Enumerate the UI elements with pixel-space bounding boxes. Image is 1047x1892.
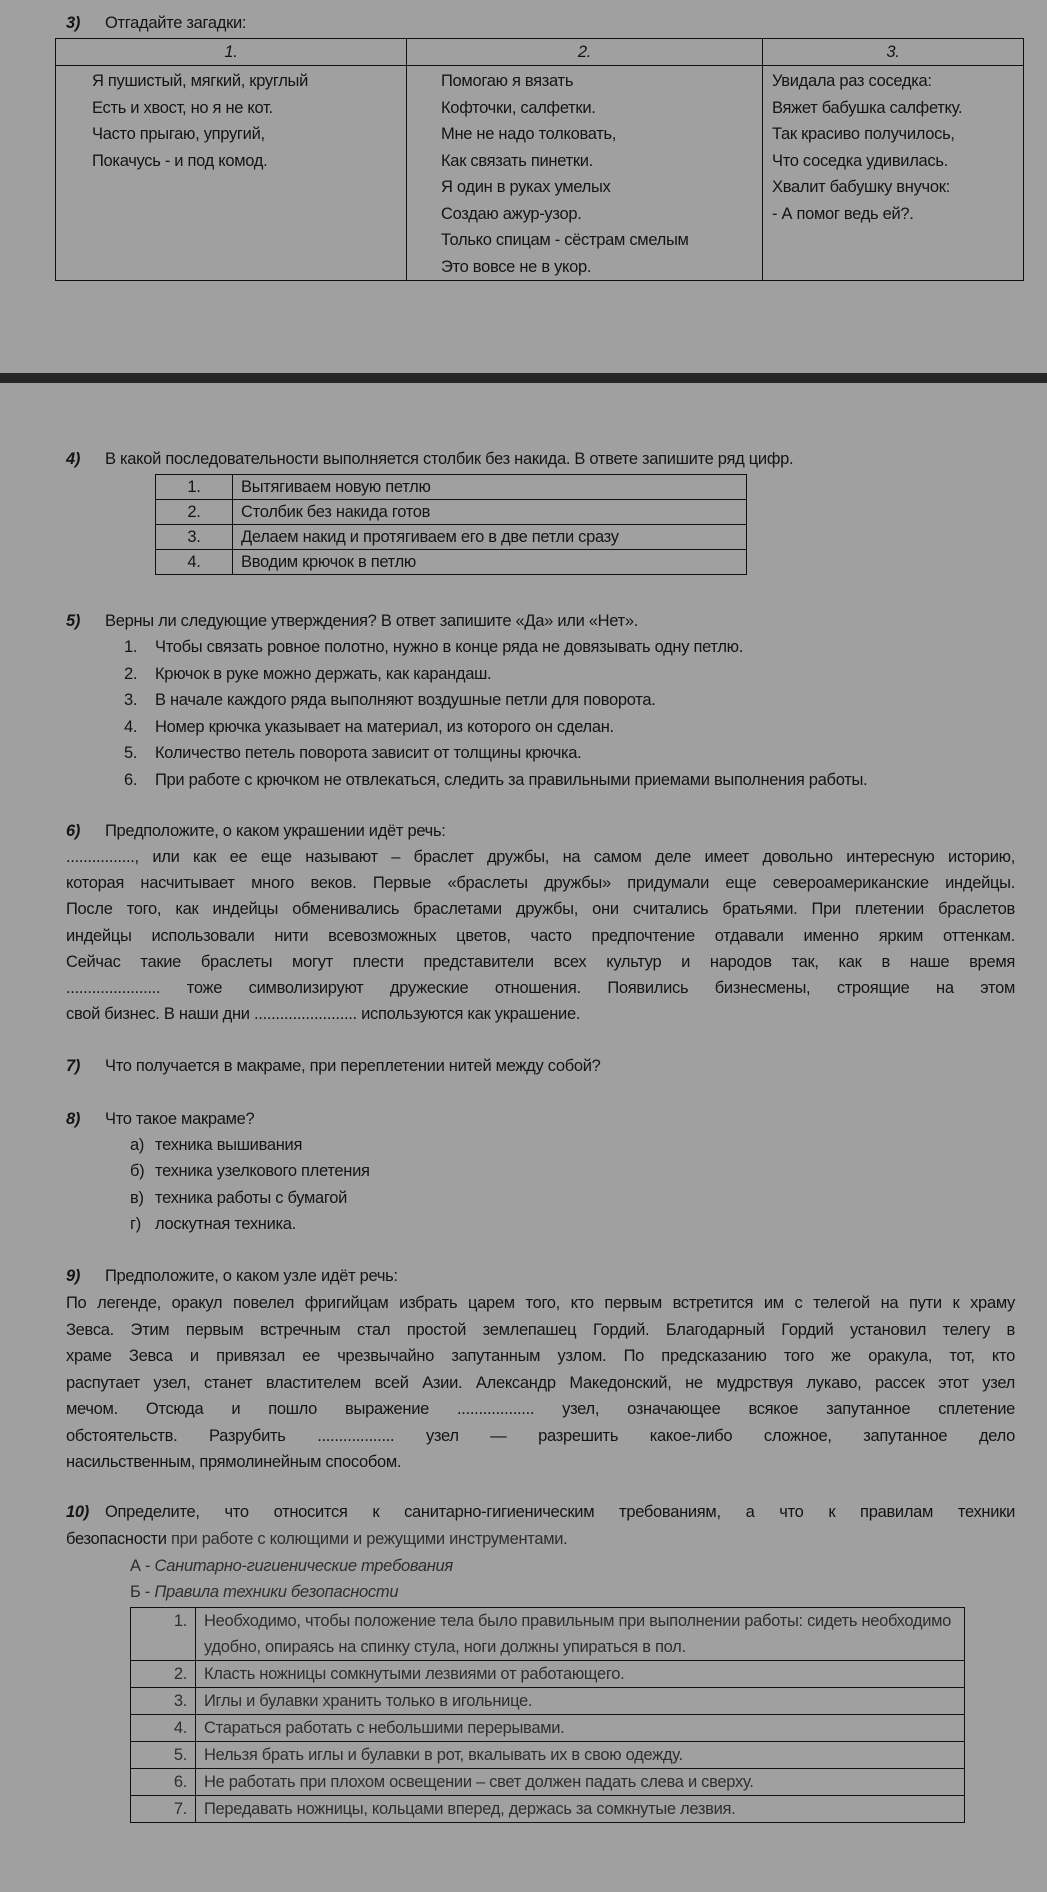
option-b-label: Б -	[130, 1583, 151, 1601]
paragraph-line: насильственным, прямолинейным способом.	[66, 1453, 402, 1471]
step-text: Вытягиваем новую петлю	[233, 475, 747, 500]
riddle-header-2: 2.	[407, 39, 763, 66]
question-5-number: 5)	[66, 612, 81, 630]
option-text: техника работы с бумагой	[155, 1188, 348, 1207]
rule-text: Класть ножницы сомкнутыми лезвиями от работающего.	[196, 1661, 965, 1688]
paragraph-line: обстоятельств. Разрубить .................. узел — разрешить какое-либо сложное, запутанное дело	[66, 1426, 1015, 1445]
question-4-text: В какой последовательности выполняется столбик без накида. В ответе запишите ряд цифр.	[105, 450, 794, 468]
table-row	[131, 1688, 965, 1715]
table-row	[156, 525, 747, 550]
statement-text: Крючок в руке можно держать, как карандаш.	[155, 664, 492, 683]
riddle-line: Я пушистый, мягкий, круглый	[92, 72, 309, 90]
riddle-line: Что соседка удивилась.	[772, 151, 948, 170]
riddle-2	[407, 66, 763, 281]
option-letter: б)	[130, 1162, 145, 1181]
step-text: Вводим крючок в петлю	[233, 550, 747, 575]
paragraph-line: После того, как индейцы обменивались браслетами дружбы, они считались братьями. При плетении браслетов	[66, 900, 1015, 919]
table-row	[131, 1769, 965, 1796]
riddle-line: Кофточки, салфетки.	[441, 98, 596, 117]
option-a	[130, 1557, 453, 1576]
option-text: лоскутная техника.	[155, 1214, 296, 1233]
option-letter: г)	[130, 1214, 141, 1233]
statement-text: Чтобы связать ровное полотно, нужно в конце ряда не довязывать одну петлю.	[155, 638, 744, 656]
statement-number: 5.	[124, 744, 138, 762]
step-text: Столбик без накида готов	[233, 500, 747, 525]
riddles-table	[55, 38, 1024, 281]
table-row	[131, 1715, 965, 1742]
table-row	[156, 475, 747, 500]
rule-text: Иглы и булавки хранить только в игольнице.	[196, 1688, 965, 1715]
riddle-line: - А помог ведь ей?.	[772, 204, 914, 223]
statement-number: 2.	[124, 664, 138, 683]
rule-text: Стараться работать с небольшими перерывами.	[196, 1715, 965, 1742]
crochet-steps-table	[155, 474, 747, 575]
table-row	[131, 1796, 965, 1823]
question-8-number: 8)	[66, 1110, 81, 1128]
question-4-number: 4)	[66, 450, 81, 468]
option-text: техника вышивания	[155, 1136, 303, 1154]
paragraph-line: свой бизнес. В наши дни ........................ используются как украшение.	[66, 1005, 581, 1024]
question-6-number: 6)	[66, 822, 81, 840]
paragraph-line: которая насчитывает много веков. Первые «браслеты дружбы» придумали еще североамериканские индейцы.	[66, 874, 1015, 893]
question-6-text: Предположите, о каком украшении идёт речь:	[105, 822, 446, 840]
rule-text: Не работать при плохом освещении – свет должен падать слева и сверху.	[196, 1769, 965, 1796]
riddle-line: Покачусь - и под комод.	[92, 151, 268, 170]
riddle-line: Создаю ажур-узор.	[441, 204, 582, 223]
paragraph-line: ...................... тоже символизируют дружеские отношения. Появились бизнесмены, строящие на этом	[66, 979, 1015, 997]
riddle-line: Увидала раз соседка:	[772, 72, 932, 90]
table-row	[131, 1742, 965, 1769]
riddle-line: Я один в руках умелых	[441, 178, 611, 196]
riddle-line: Мне не надо толковать,	[441, 125, 617, 143]
riddle-line: Так красиво получилось,	[772, 125, 955, 143]
section-divider	[0, 373, 1047, 383]
paragraph-line: По легенде, оракул повелел фригийцам избрать царем того, кто первым встретится им с телегой на пути к храму	[66, 1294, 1015, 1312]
question-3-text: Отгадайте загадки:	[105, 14, 247, 32]
paragraph-line: Сейчас такие браслеты могут плести представители всех культур и народов так, как в наше время	[66, 952, 1015, 971]
riddle-line: Часто прыгаю, упругий,	[92, 125, 265, 143]
rule-text: Передавать ножницы, кольцами вперед, держась за сомкнутые лезвия.	[196, 1796, 965, 1823]
paragraph-line: Зевса. Этим первым встречным стал простой землепашец Гордий. Благодарный Гордий установил телегу в	[66, 1320, 1015, 1339]
question-9-text: Предположите, о каком узле идёт речь:	[105, 1267, 398, 1285]
rule-number: 5.	[131, 1742, 196, 1769]
question-5-text: Верны ли следующие утверждения? В ответ запишите «Да» или «Нет».	[105, 612, 639, 630]
rule-number: 2.	[131, 1661, 196, 1688]
riddle-header-1: 1.	[56, 39, 407, 66]
riddle-line: Как связать пинетки.	[441, 151, 593, 170]
question-10-number: 10)	[66, 1503, 89, 1521]
option-letter: в)	[130, 1188, 144, 1207]
statement-text: Количество петель поворота зависит от толщины крючка.	[155, 744, 582, 762]
option-b	[130, 1583, 398, 1602]
paragraph-line: мечом. Отсюда и пошло выражение .................. узел, означающее всякое запутанное сплетение	[66, 1400, 1015, 1418]
question-3-number: 3)	[66, 14, 81, 32]
statement-number: 1.	[124, 638, 138, 656]
question-10-line-2-rest: при работе с колющими и режущими инструментами.	[166, 1530, 568, 1548]
option-a-label: А -	[130, 1557, 151, 1575]
rule-number: 6.	[131, 1769, 196, 1796]
paragraph-line: ................, или как ее еще называют – браслет дружбы, на самом деле имеет довольно интересную историю,	[66, 848, 1015, 866]
table-row	[156, 500, 747, 525]
step-number: 4.	[156, 550, 233, 575]
rule-number: 4.	[131, 1715, 196, 1742]
rule-text: Необходимо, чтобы положение тела было правильным при выполнении работы: сидеть необходимо удобно, опираясь на спинку стула, ноги должны упираться в пол.	[196, 1608, 965, 1661]
table-row	[131, 1661, 965, 1688]
option-text: техника узелкового плетения	[155, 1162, 370, 1181]
step-number: 1.	[156, 475, 233, 500]
table-row	[131, 1608, 965, 1661]
question-8-text: Что такое макраме?	[105, 1110, 255, 1128]
option-letter: а)	[130, 1136, 145, 1154]
question-10-line-1: Определите, что относится к санитарно-гигиеническим требованиям, а что к правилам техники	[105, 1503, 1015, 1521]
rule-number: 7.	[131, 1796, 196, 1823]
rule-number: 3.	[131, 1688, 196, 1715]
statement-text: При работе с крючком не отвлекаться, следить за правильными приемами выполнения работы.	[155, 770, 868, 789]
statement-number: 3.	[124, 691, 138, 709]
question-10-line-2	[66, 1530, 567, 1549]
question-10-safety-word: безопасности	[66, 1530, 167, 1548]
safety-rules-table	[130, 1607, 965, 1823]
paragraph-line: распутает узел, станет властителем всей Азии. Александр Македонский, не мудрствуя лукаво, рассек этот узел	[66, 1373, 1015, 1392]
rule-text: Нельзя брать иглы и булавки в рот, вкалывать их в свою одежду.	[196, 1742, 965, 1769]
option-a-text: Санитарно-гигиенические требования	[154, 1557, 453, 1575]
riddle-3	[763, 66, 1024, 281]
statement-text: В начале каждого ряда выполняют воздушные петли для поворота.	[155, 691, 656, 709]
option-b-text: Правила техники безопасности	[154, 1583, 399, 1601]
riddle-line: Это вовсе не в укор.	[441, 257, 592, 276]
riddle-line: Есть и хвост, но я не кот.	[92, 98, 273, 117]
paragraph-line: храме Зевса и привязал ее чрезвычайно запутанным узлом. По предсказанию того же оракула, тот, кто	[66, 1347, 1015, 1365]
statement-number: 4.	[124, 717, 138, 736]
step-number: 3.	[156, 525, 233, 550]
riddle-line: Только спицам - сёстрам смелым	[441, 231, 689, 249]
riddle-line: Вяжет бабушка салфетку.	[772, 98, 963, 117]
step-text: Делаем накид и протягиваем его в две петли сразу	[233, 525, 747, 550]
table-row	[156, 550, 747, 575]
riddle-line: Хвалит бабушку внучок:	[772, 178, 950, 196]
riddle-line: Помогаю я вязать	[441, 72, 574, 90]
paragraph-line: индейцы использовали нити всевозможных цветов, часто предпочтение отдавали именно ярким оттенкам.	[66, 926, 1015, 945]
riddle-1	[56, 66, 407, 281]
question-7-text: Что получается в макраме, при переплетении нитей между собой?	[105, 1057, 601, 1075]
question-7-number: 7)	[66, 1057, 81, 1075]
statement-text: Номер крючка указывает на материал, из которого он сделан.	[155, 717, 614, 736]
step-number: 2.	[156, 500, 233, 525]
question-9-number: 9)	[66, 1267, 81, 1285]
riddle-header-3: 3.	[763, 39, 1024, 66]
rule-number: 1.	[131, 1608, 196, 1661]
statement-number: 6.	[124, 770, 138, 789]
